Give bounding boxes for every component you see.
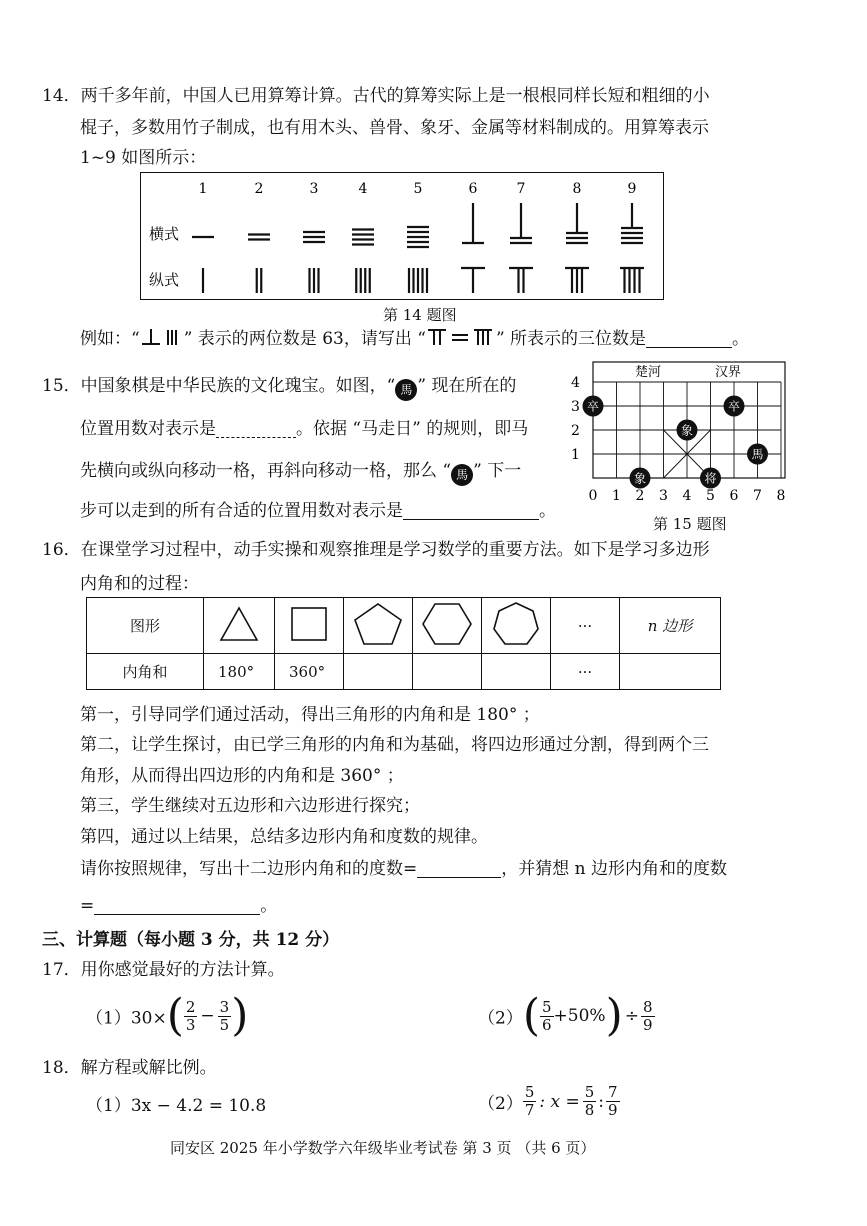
zong-rod-4 [356, 268, 370, 293]
answer-blank-q16b[interactable] [94, 896, 260, 915]
q18-part2 [478, 1084, 620, 1119]
q15-line3 [80, 459, 521, 486]
divide-sign: ÷ [624, 1006, 639, 1026]
digit-label-4: 4 [358, 181, 368, 197]
q16-ask2 [80, 894, 277, 918]
hexagon-icon [421, 601, 473, 647]
q16-step2a: 第二，让学生探讨，由已学三角形的内角和为基础，将四边形通过分割，得到两个三 [80, 735, 709, 755]
svg-text:馬: 馬 [751, 447, 764, 462]
paren-open-icon: ( [166, 990, 184, 1041]
heptagon-icon [490, 601, 542, 647]
q15-line4 [80, 499, 556, 523]
q17-title: 17．用你感觉最好的方法计算。 [42, 960, 285, 980]
y-label-1: 1 [571, 447, 580, 463]
y-label-2: 2 [571, 423, 580, 439]
q15-line1 [42, 374, 516, 401]
board-river-right: 汉界 [715, 365, 742, 380]
chess-piece-2 [677, 420, 698, 441]
q15-line3-post: ” 下一 [473, 461, 522, 481]
heptagon-cell [482, 598, 551, 654]
q15-line2-pre: 位置用数对表示是 [80, 419, 216, 439]
x-label-2: 2 [635, 488, 645, 504]
pentagon-sum[interactable] [344, 654, 413, 690]
row-label-heng: 横式 [149, 225, 180, 243]
x-label-5: 5 [706, 488, 715, 504]
q16-line1: 16．在课堂学习过程中，动手实操和观察推理是学习数学的重要方法。如下是学习多边形 [42, 540, 710, 560]
counting-rods-svg [141, 173, 662, 298]
example-mid1: ” 表示的两位数是 63，请写出 “ [183, 329, 426, 349]
page-footer: 同安区 2025 年小学数学六年级毕业考试卷 第 3 页 （共 6 页） [170, 1139, 596, 1157]
digit-label-6: 6 [468, 181, 478, 197]
section3-title: 三、计算题（每小题 3 分，共 12 分） [42, 930, 340, 950]
ellipsis-cell-2: ··· [551, 654, 620, 690]
svg-text:卒: 卒 [586, 399, 600, 414]
q15-caption: 第 15 题图 [653, 515, 727, 533]
q16-step3: 第三，学生继续对五边形和六边形进行探究； [80, 796, 420, 816]
q15-line4-post: 。 [539, 501, 556, 521]
x-label-6: 6 [729, 488, 739, 504]
heng-rod-6 [462, 203, 484, 243]
table-head-angle-sum: 内角和 [87, 654, 204, 690]
paren-open-icon-2: ( [522, 990, 540, 1041]
rod-63 [140, 327, 184, 347]
square-cell [275, 598, 344, 654]
zong-rod-8 [565, 268, 589, 293]
frac-8-9: $\frac{8}{9}$ [643, 997, 653, 1034]
pentagon-icon [352, 601, 404, 647]
chess-piece-3 [747, 444, 768, 465]
digit-label-9: 9 [627, 181, 637, 197]
x-label-0: 0 [588, 488, 598, 504]
q18-title: 18．解方程或解比例。 [42, 1058, 217, 1078]
q16-ask2-pre: = [80, 896, 95, 916]
x-label-7: 7 [753, 488, 762, 504]
q14-line1: 14．两千多年前，中国人已用算筹计算。古代的算筹实际上是一根根同样长短和粗细的小 [42, 86, 710, 106]
heng-rod-7 [510, 203, 532, 243]
plus-50-percent: +50% [553, 1006, 606, 1026]
example-end: 。 [732, 329, 750, 349]
triangle-icon [217, 604, 261, 644]
svg-text:象: 象 [680, 423, 694, 438]
triangle-sum: 180° [204, 654, 275, 690]
q14-line3: 1~9 如图所示： [80, 148, 207, 168]
q16-ask [80, 857, 727, 881]
square-sum: 360° [275, 654, 344, 690]
svg-text:将: 将 [704, 471, 717, 486]
chess-board-figure [565, 358, 795, 514]
q14-example [80, 327, 749, 351]
q18-p2-label: （2） [478, 1094, 523, 1114]
q15-line4-pre: 步可以走到的所有合适的位置用数对表示是 [80, 501, 403, 521]
paren-close-icon: ) [231, 990, 249, 1041]
q16-ask-post: ，并猜想 n 边形内角和的度数 [501, 859, 728, 879]
paren-close-icon-2: ) [605, 990, 623, 1041]
answer-blank-q16a[interactable] [417, 859, 501, 878]
q17-part1 [86, 990, 249, 1041]
svg-text:象: 象 [633, 471, 647, 486]
heng-rod-3 [303, 232, 325, 242]
horse-piece-inline-icon-2: 馬 [451, 464, 473, 486]
zong-rod-2 [257, 268, 262, 293]
frac-5-7: $\frac{5}{7}$ [524, 1083, 535, 1119]
answer-blank-q15b[interactable] [403, 501, 539, 520]
square-icon [287, 604, 331, 644]
heng-rod-8 [566, 203, 588, 243]
frac-5-6: $\frac{5}{6}$ [542, 997, 552, 1034]
ellipsis-cell-1: ··· [551, 598, 620, 654]
n-gon-sum[interactable] [620, 654, 721, 690]
q16-step2b: 角形，从而得出四边形的内角和是 360° ； [80, 766, 404, 786]
n-gon-cell: n 边形 [620, 598, 721, 654]
heng-rod-5 [407, 227, 429, 247]
digit-label-3: 3 [309, 181, 319, 197]
q17-part2 [478, 990, 655, 1041]
q15-line2-post: 。依据 “马走日” 的规则，即马 [296, 419, 529, 439]
q16-step1: 第一，引导同学们通过活动，得出三角形的内角和是 180° ； [80, 705, 540, 725]
table-head-shape: 图形 [87, 598, 204, 654]
zong-rod-3 [310, 268, 319, 293]
q16-ask2-post: 。 [260, 896, 278, 916]
digit-label-5: 5 [413, 181, 423, 197]
q14-caption: 第 14 题图 [383, 306, 457, 324]
y-label-4: 4 [571, 375, 580, 391]
q15-line1-post: ” 现在所在的 [417, 376, 517, 396]
q17-p1-label: （1）30× [86, 1008, 167, 1029]
frac-2-3: $\frac{2}{3}$ [185, 997, 196, 1034]
x-label-8: 8 [776, 488, 786, 504]
chess-piece-4 [630, 468, 651, 489]
q16-ask-pre: 请你按照规律，写出十二边形内角和的度数= [80, 859, 418, 879]
frac-3-5: $\frac{3}{5}$ [219, 997, 230, 1034]
chess-piece-1 [724, 396, 745, 417]
chess-piece-5 [700, 468, 721, 489]
hexagon-sum[interactable] [413, 654, 482, 690]
svg-text:卒: 卒 [727, 399, 741, 414]
board-river-left: 楚河 [635, 365, 662, 380]
q15-line2 [80, 417, 528, 441]
digit-label-7: 7 [516, 181, 526, 197]
zong-rod-5 [409, 268, 427, 293]
heng-rod-2 [248, 235, 270, 240]
q16-step4: 第四，通过以上结果，总结多边形内角和度数的规律。 [80, 827, 488, 847]
triangle-cell [204, 598, 275, 654]
q16-line2: 内角和的过程： [80, 574, 199, 594]
example-pre: 例如：“ [80, 329, 140, 349]
example-mid2: ” 所表示的三位数是 [495, 329, 647, 349]
q15-line1-pre: 15．中国象棋是中华民族的文化瑰宝。如图，“ [42, 376, 396, 396]
x-label-1: 1 [612, 488, 621, 504]
zong-rod-7 [509, 268, 533, 293]
pentagon-cell [344, 598, 413, 654]
y-label-3: 3 [571, 399, 580, 415]
polygon-angle-table [86, 597, 721, 690]
rod-question [426, 327, 496, 347]
q14-line2: 棍子，多数用竹子制成，也有用木头、兽骨、象牙、金属等材料制成的。用算筹表示 [80, 118, 709, 138]
zong-rod-9 [620, 268, 644, 293]
chess-piece-0 [583, 396, 604, 417]
zong-rod-6 [461, 268, 485, 293]
answer-blank-q14[interactable] [646, 329, 732, 348]
ratio-colon: : [598, 1091, 605, 1112]
q17-p2-label: （2） [478, 1008, 523, 1029]
x-label-4: 4 [682, 488, 692, 504]
minus-sign: − [200, 1006, 215, 1026]
digit-label-8: 8 [572, 181, 582, 197]
row-label-zong: 纵式 [149, 271, 180, 289]
frac-7-9: $\frac{7}{9}$ [608, 1083, 618, 1119]
hexagon-cell [413, 598, 482, 654]
ratio-x-equals: : x = [539, 1091, 580, 1112]
heng-rod-9 [621, 203, 643, 243]
digit-label-1: 1 [198, 181, 208, 197]
answer-blank-q15a[interactable] [216, 419, 296, 438]
heng-rod-4 [352, 230, 374, 245]
q18-part1: （1）3x − 4.2 = 10.8 [86, 1096, 267, 1116]
counting-rods-figure [140, 172, 664, 300]
q15-line3-pre: 先横向或纵向移动一格，再斜向移动一格，那么 “ [80, 461, 452, 481]
heptagon-sum[interactable] [482, 654, 551, 690]
digit-label-2: 2 [254, 181, 264, 197]
frac-5-8: $\frac{5}{8}$ [584, 1083, 595, 1119]
horse-piece-inline-icon: 馬 [395, 379, 417, 401]
x-label-3: 3 [659, 488, 668, 504]
